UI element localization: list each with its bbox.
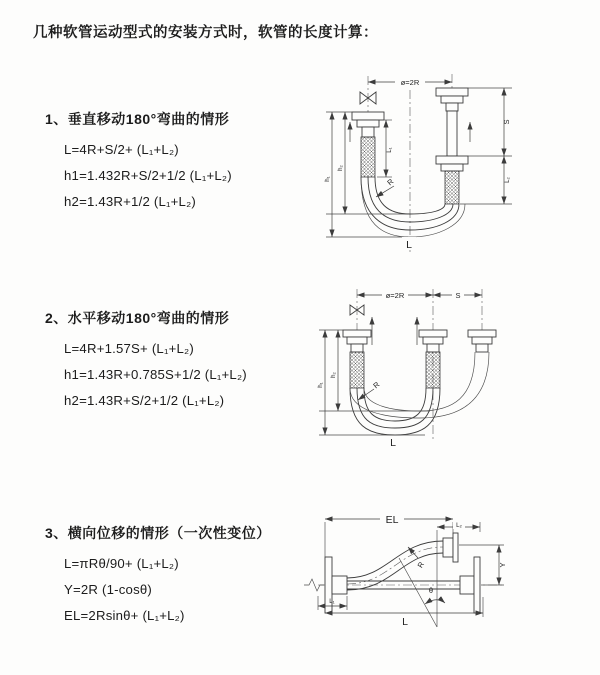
section-3 (45, 523, 271, 629)
moving-fitting-position-2 (468, 330, 496, 352)
formula-l: L=πRθ/90+ (L₁+L₂) (64, 556, 179, 571)
dim-label-h2: h₂ (337, 165, 344, 171)
left-fitting (352, 112, 384, 177)
movement-arrow-up (372, 317, 417, 345)
formula-el: EL=2Rsinθ+ (L₁+L₂) (64, 608, 185, 623)
dim-label-width: ø=2R (385, 291, 405, 300)
hose-u-curves-wide (350, 352, 489, 418)
hose-u-curves-deep (350, 388, 440, 435)
dim-label-y: Y (498, 562, 507, 568)
braid-section (350, 352, 364, 388)
label-r: R (415, 560, 427, 570)
radius-leader (376, 177, 396, 197)
section-1-heading: 1、垂直移动180°弯曲的情形 (45, 111, 230, 127)
dim-label-l1: L₁ (329, 598, 335, 605)
label-l: L (390, 437, 396, 449)
dimension-l (325, 597, 483, 628)
section-2-heading: 2、水平移动180°弯曲的情形 (45, 310, 230, 326)
dimension-l2 (437, 520, 480, 532)
moving-fitting-position-1 (419, 330, 447, 388)
hose-s-curve (347, 541, 443, 590)
dim-label-h2: h₂ (330, 372, 337, 378)
diagram-vertical-movement-180 (312, 64, 592, 259)
label-r: R (371, 379, 382, 391)
dimension-s (468, 88, 512, 156)
break-symbol (304, 579, 324, 591)
formula-h1: h1=1.432R+S/2+1/2 (L₁+L₂) (64, 168, 232, 183)
diagram-horizontal-movement-180 (310, 283, 600, 458)
right-fitting-upper-position (436, 88, 468, 156)
dimension-l1 (376, 120, 393, 177)
right-flange (460, 557, 480, 613)
section-2 (45, 308, 247, 414)
dimension-width (368, 76, 452, 87)
dim-label-l2: L₂ (504, 177, 511, 183)
dimension-el (325, 512, 453, 557)
left-fitting (343, 330, 371, 388)
dimension-h2 (319, 330, 430, 411)
dim-label-l1: L₁ (386, 147, 393, 153)
label-r: R (385, 176, 396, 188)
braid-section (426, 352, 440, 388)
label-l: L (406, 239, 412, 251)
label-theta: θ (428, 586, 434, 595)
formula-h2: h2=1.43R+S/2+1/2 (L₁+L₂) (64, 393, 225, 408)
diagram-lateral-displacement (298, 500, 598, 665)
dim-label-l2: L₂ (456, 522, 462, 529)
dim-label-s: S (455, 291, 461, 300)
formula-h2: h2=1.43R+1/2 (L₁+L₂) (64, 194, 196, 209)
right-fitting-lower-position (436, 156, 468, 204)
dim-label-el: EL (385, 514, 399, 526)
dim-label-h1: h₁ (324, 176, 331, 182)
dim-label-h1: h₁ (317, 382, 324, 388)
radius-leader (408, 547, 426, 569)
section-1 (45, 109, 232, 215)
formula-y: Y=2R (1-cosθ) (64, 582, 152, 597)
formula-h1: h1=1.43R+0.785S+1/2 (L₁+L₂) (64, 367, 247, 382)
formula-l: L=4R+S/2+ (L₁+L₂) (64, 142, 179, 157)
dim-label-s: S (502, 119, 511, 125)
label-l: L (402, 616, 408, 628)
dimension-width (357, 290, 433, 300)
formula-l: L=4R+1.57S+ (L₁+L₂) (64, 341, 194, 356)
section-3-heading: 3、横向位移的情形（一次性变位） (45, 525, 271, 541)
dim-label-width: ø=2R (400, 78, 420, 87)
upper-flange (443, 533, 458, 562)
braid-section (445, 171, 459, 204)
dimension-s (433, 290, 482, 300)
page-title: 几种软管运动型式的安装方式时，软管的长度计算： (33, 25, 378, 41)
braid-section (361, 137, 375, 177)
dimension-l1 (318, 596, 347, 610)
